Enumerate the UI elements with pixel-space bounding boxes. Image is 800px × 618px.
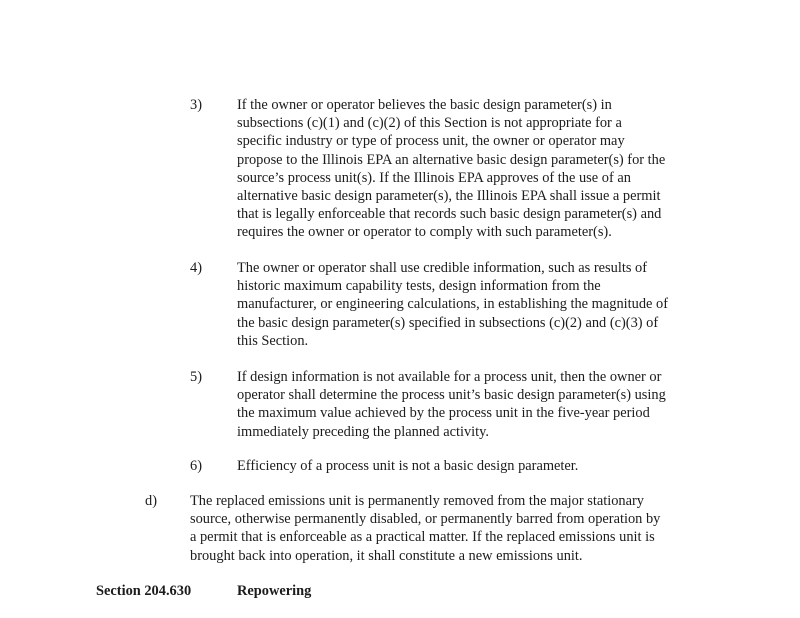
subsection-d-label: d) [145, 493, 157, 509]
item-5-line: the maximum value achieved by the process unit in the five-year period [237, 405, 650, 422]
section-title: Repowering [237, 583, 312, 599]
subsection-d-line: a permit that is enforceable as a practical matter. If the replaced emissions unit is [190, 529, 655, 546]
item-3-line: alternative basic design parameter(s), the Illinois EPA shall issue a permit [237, 188, 661, 205]
item-6-line: Efficiency of a process unit is not a basic design parameter. [237, 458, 579, 474]
item-4-line: this Section. [237, 332, 309, 349]
item-5-line: immediately preceding the planned activity. [237, 423, 490, 440]
item-6-paragraph [237, 457, 578, 475]
subsection-d-paragraph [190, 492, 660, 565]
subsection-d-line: source, otherwise permanently disabled, or permanently barred from operation by [190, 511, 661, 528]
subsection-d-line: brought back into operation, it shall constitute a new emissions unit. [190, 547, 583, 564]
item-4-line: historic maximum capability tests, design information from the [237, 278, 601, 295]
subsection-d-line: The replaced emissions unit is permanently removed from the major stationary [190, 493, 644, 509]
item-3-line: that is legally enforceable that records such basic design parameter(s) and [237, 206, 662, 223]
item-5-line: If design information is not available for a process unit, then the owner or [237, 369, 662, 385]
section-number: Section 204.630 [96, 583, 192, 599]
item-4-paragraph [237, 259, 668, 350]
item-4-line: manufacturer, or engineering calculations, in establishing the magnitude of [237, 296, 669, 313]
item-3-line: requires the owner or operator to comply with such parameter(s). [237, 224, 612, 241]
item-4-line: the basic design parameter(s) specified in subsections (c)(2) and (c)(3) of [237, 314, 659, 331]
item-3-paragraph [237, 96, 665, 242]
item-4-label: 4) [190, 260, 202, 276]
item-5-label: 5) [190, 369, 202, 385]
item-3-line: If the owner or operator believes the basic design parameter(s) in [237, 97, 612, 113]
item-5-paragraph [237, 368, 666, 441]
item-6-label: 6) [190, 458, 202, 474]
item-3-line: propose to the Illinois EPA an alternative basic design parameter(s) for the [237, 151, 666, 168]
item-5-line: operator shall determine the process unit’s basic design parameter(s) using [237, 387, 666, 404]
item-3-line: source’s process unit(s). If the Illinois EPA approves of the use of an [237, 169, 631, 186]
item-3-line: specific industry or type of process unit, the owner or operator may [237, 133, 625, 150]
item-3-label: 3) [190, 97, 202, 113]
item-4-line: The owner or operator shall use credible information, such as results of [237, 260, 648, 276]
item-3-line: subsections (c)(1) and (c)(2) of this Section is not appropriate for a [237, 115, 622, 132]
